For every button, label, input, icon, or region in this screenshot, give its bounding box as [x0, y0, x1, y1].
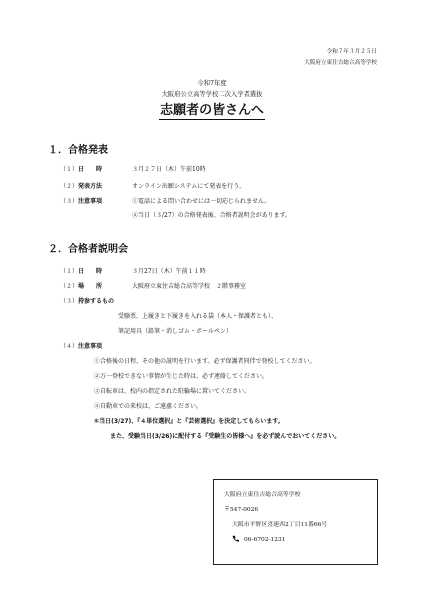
row-number: （２）	[60, 183, 79, 190]
row-label: 注意事項	[78, 198, 103, 205]
contact-school: 大阪府立東住吉総合高等学校	[224, 492, 301, 498]
section2-heading: ２．合格者説明会	[48, 244, 128, 255]
s1-row-3	[60, 196, 270, 205]
s2-row-3	[60, 296, 114, 305]
bring-line-1: 受験票、上履きと下履きを入れる袋（本人・保護者とも）、	[118, 313, 278, 320]
telephone-icon	[232, 535, 239, 542]
bring-line-2: 筆記用具（鉛筆・消しゴム・ボールペン）	[118, 328, 232, 335]
note-item-2: ②万一登校できない事情が生じた時は、必ず連絡してください。	[94, 373, 269, 380]
row-label: 日 時	[78, 268, 103, 275]
row-number: （１）	[60, 268, 79, 275]
exam-name: 大阪府公立高等学校二次入学者選抜	[161, 91, 263, 98]
row-label: 注意事項	[78, 343, 103, 350]
note-item-6: また、受験当日(3/26)に配付する『受験生の皆様へ』を必ず読んでおいてください。	[110, 433, 341, 440]
row-label: 持参するもの	[78, 298, 115, 305]
row-number: （４）	[60, 343, 79, 350]
page-title	[0, 99, 424, 118]
row-value: ３月27日（木）午前１１時	[132, 268, 206, 275]
contact-phone-row	[232, 535, 285, 543]
row-label: 場 所	[78, 283, 103, 290]
row-number: （２）	[60, 283, 79, 290]
s1-row-1	[60, 164, 206, 173]
s2-row-1	[60, 266, 206, 275]
issuer-school: 大阪府立東住吉総合高等学校	[304, 60, 377, 66]
s1-note-2: ②当日（３/27）の合格発表後、合格者説明会があります。	[132, 212, 292, 219]
row-number: （３）	[60, 298, 79, 305]
contact-phone: 06-6702-1231	[244, 537, 286, 543]
row-value: オンライン出願システムにて発表を行う。	[132, 183, 246, 190]
row-value: 大阪府立東住吉総合高等学校 ２階事務室	[132, 283, 247, 290]
contact-box	[213, 479, 378, 565]
fiscal-year: 令和7年度	[197, 80, 227, 87]
row-number: （３）	[60, 198, 79, 205]
contact-postal: 〒547-0026	[224, 507, 259, 513]
s2-row-2	[60, 281, 246, 290]
row-value: ３月２７日（木）午前10時	[132, 166, 206, 173]
section1-heading: １．合格発表	[48, 145, 108, 156]
row-number: （１）	[60, 166, 79, 173]
note-item-3: ③自転車は、校内の指定された駐輪場に置いてください。	[94, 388, 251, 395]
s1-row-2	[60, 181, 245, 190]
note-item-1: ①合格後の日程、その他の説明を行います。必ず保護者同伴で登校してください。	[94, 358, 316, 365]
contact-address: 大阪市平野区喜連西2丁目11番66号	[232, 522, 328, 528]
row-value: ①電話による問い合わせには一切応じられません。	[132, 198, 271, 205]
row-label: 発表方法	[78, 183, 103, 190]
row-label: 日 時	[78, 166, 103, 173]
note-item-5: ⑤当日(3/27)、『４単位選択』と『芸術選択』を決定してもらいます。	[94, 418, 284, 425]
issue-date: 令和７年３月２５日	[326, 49, 377, 55]
page-title-text: 志願者の皆さんへ	[160, 103, 264, 118]
s2-row-4	[60, 341, 102, 350]
note-item-4: ④自動車での来校は、ご遠慮ください。	[94, 403, 203, 410]
